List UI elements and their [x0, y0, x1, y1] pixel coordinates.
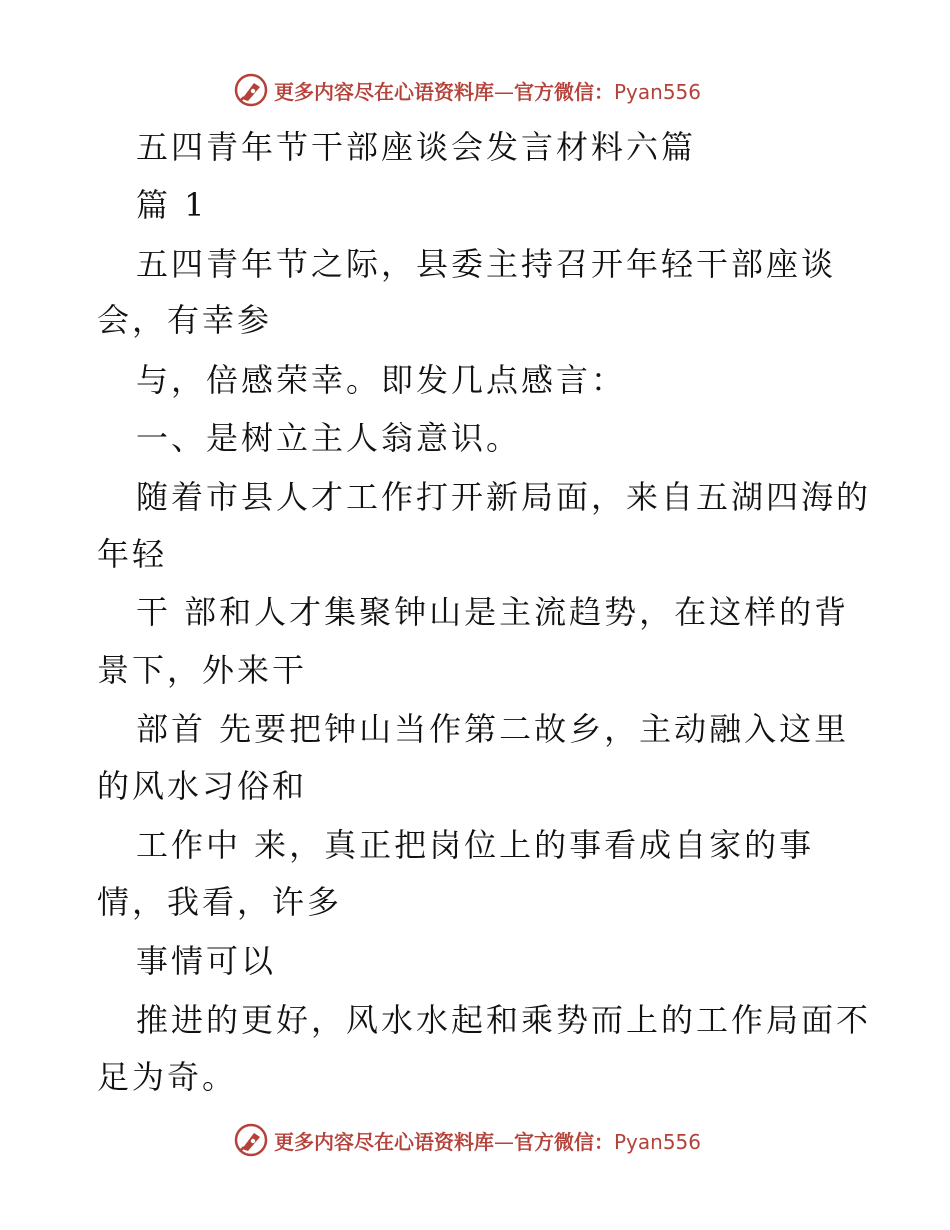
paragraph-line: 五四青年节之际，县委主持召开年轻干部座谈	[136, 245, 837, 283]
banner-library-name: 更多内容尽在心语资料库	[274, 1129, 494, 1154]
paragraph-line: 足为奇。	[97, 1058, 238, 1096]
paragraph-line: 情，我看，许多	[97, 883, 343, 921]
banner-text	[274, 76, 701, 105]
pen-nib-logo-icon	[234, 1123, 268, 1157]
banner-separator: —	[494, 1129, 514, 1154]
paragraph-line: 事情可以	[136, 942, 277, 980]
paragraph-line: 会，有幸参	[97, 301, 273, 339]
banner-separator: —	[494, 79, 514, 104]
banner-official-label: 官方微信：	[514, 79, 614, 104]
banner-text	[274, 1126, 701, 1155]
paragraph-line: 部首 先要把钟山当作第二故乡，主动融入这里	[136, 710, 850, 748]
paragraph-line: 景下，外来干	[97, 651, 308, 689]
paragraph-line: 与，倍感荣幸。即发几点感言：	[136, 361, 627, 399]
header-banner	[234, 70, 701, 110]
paragraph-line: 随着市县人才工作打开新局面，来自五湖四海的	[136, 478, 872, 516]
banner-wechat-id: Pyan556	[614, 79, 702, 104]
banner-library-name: 更多内容尽在心语资料库	[274, 79, 494, 104]
footer-banner	[234, 1120, 701, 1160]
paragraph-line: 年轻	[97, 535, 168, 573]
banner-wechat-id: Pyan556	[614, 1129, 702, 1154]
pen-nib-logo-icon	[234, 73, 268, 107]
paragraph-line: 工作中 来，真正把岗位上的事看成自家的事	[136, 826, 815, 864]
section-label: 篇 1	[136, 186, 208, 224]
paragraph-line: 干 部和人才集聚钟山是主流趋势，在这样的背	[136, 593, 850, 631]
paragraph-line: 推进的更好，风水水起和乘势而上的工作局面不	[136, 1001, 872, 1039]
banner-official-label: 官方微信：	[514, 1129, 614, 1154]
paragraph-line: 的风水习俗和	[97, 767, 308, 805]
paragraph-line: 一、是树立主人翁意识。	[136, 419, 522, 457]
document-title: 五四青年节干部座谈会发言材料六篇	[136, 128, 697, 166]
